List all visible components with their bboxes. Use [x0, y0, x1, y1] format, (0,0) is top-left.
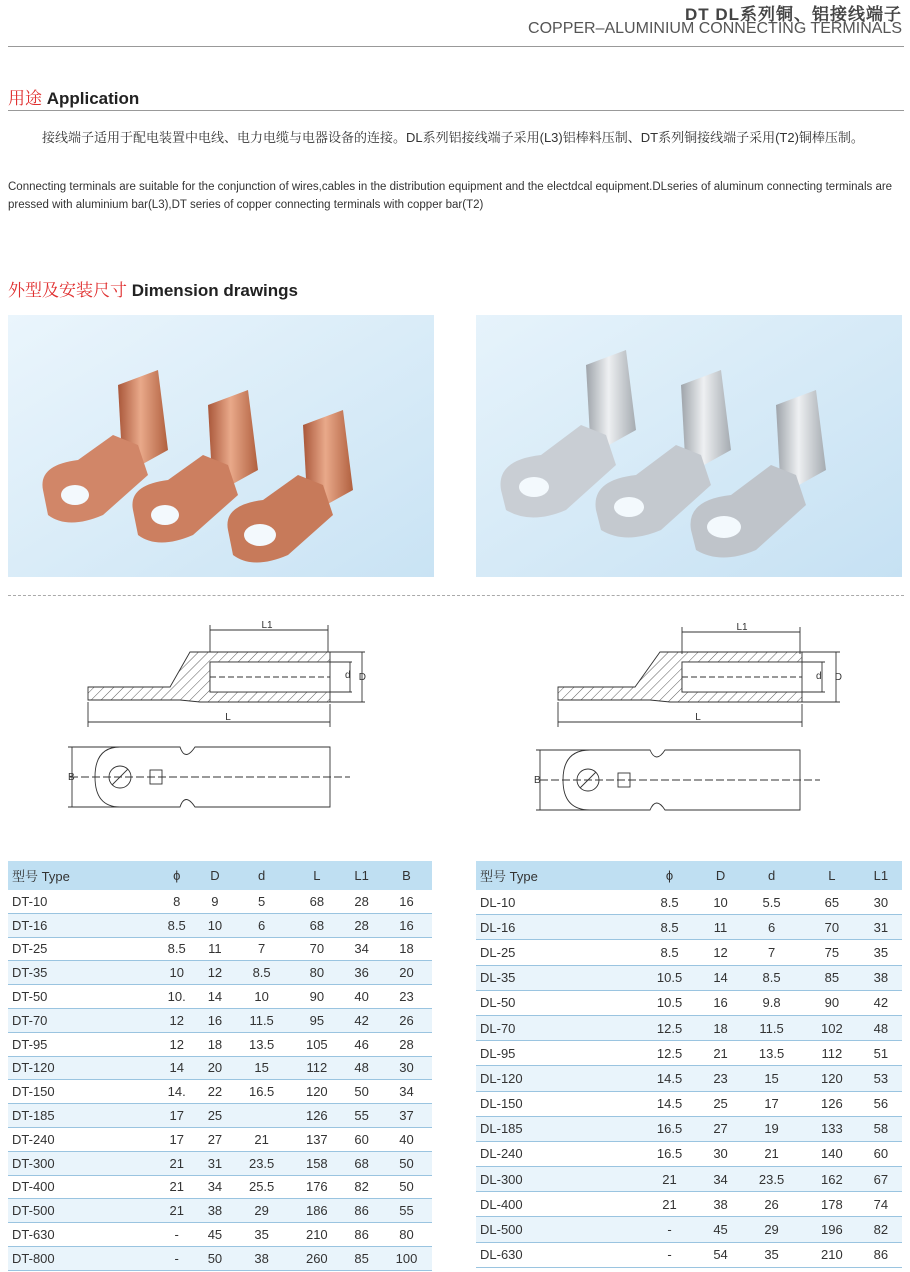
copper-terminals-photo	[8, 315, 434, 577]
dt-table-cell: 48	[342, 1056, 381, 1080]
dl-table-cell: 27	[702, 1116, 739, 1141]
dt-table-cell: 50	[342, 1080, 381, 1104]
dl-table-cell: 21	[637, 1167, 702, 1192]
dl-table-header-row	[476, 861, 902, 890]
dt-table-cell: 22	[198, 1080, 232, 1104]
dl-table-cell: DL-185	[476, 1116, 637, 1141]
dl-table-cell: 178	[804, 1192, 860, 1217]
dt-table-cell: 16	[198, 1008, 232, 1032]
dl-table-cell: DL-300	[476, 1167, 637, 1192]
dl-table-cell: 16.5	[637, 1141, 702, 1166]
dt-table-cell: 86	[342, 1199, 381, 1223]
dt-table-header-row	[8, 861, 432, 890]
dl-table-cell: 126	[804, 1091, 860, 1116]
dl-table-cell: 54	[702, 1242, 739, 1267]
dimension-heading	[8, 276, 298, 301]
dl-table-cell: 19	[739, 1116, 804, 1141]
dl-table-cell: 9.8	[739, 990, 804, 1015]
dl-dimension-drawing	[530, 612, 850, 822]
dl-table-cell: 26	[739, 1192, 804, 1217]
dl-header-cell: d	[739, 861, 804, 890]
dt-table-cell: DT-25	[8, 937, 155, 961]
dl-table-cell: 34	[702, 1167, 739, 1192]
dl-table-row	[476, 1015, 902, 1040]
dt-table-row	[8, 1032, 432, 1056]
dt-table-cell: 126	[291, 1104, 342, 1128]
dt-header-cell: L	[291, 861, 342, 890]
dt-table-cell: DT-240	[8, 1127, 155, 1151]
dl-table-cell: 56	[860, 1091, 902, 1116]
dt-table-cell: 38	[232, 1246, 291, 1270]
dt-header-cell: L1	[342, 861, 381, 890]
dl-table-cell: 67	[860, 1167, 902, 1192]
dl-table-cell: 38	[702, 1192, 739, 1217]
dt-table-row	[8, 1008, 432, 1032]
dt-table-cell: DT-300	[8, 1151, 155, 1175]
dt-table-cell: 68	[291, 913, 342, 937]
dl-table-cell: 18	[702, 1015, 739, 1040]
dl-table-cell: 30	[860, 890, 902, 915]
dl-label-d: d	[816, 671, 822, 682]
dt-table-cell: 68	[291, 890, 342, 913]
dt-label-d: d	[345, 670, 351, 681]
dt-table-cell: 8.5	[232, 961, 291, 985]
dt-table-cell: DT-630	[8, 1223, 155, 1247]
dt-table-cell: 30	[381, 1056, 432, 1080]
dt-table-cell: 21	[232, 1127, 291, 1151]
dt-table-cell: 95	[291, 1008, 342, 1032]
dt-table-cell: 23	[381, 985, 432, 1009]
dl-label-D: D	[834, 672, 842, 683]
dl-table-row	[476, 1217, 902, 1242]
dl-table-cell: 13.5	[739, 1041, 804, 1066]
dl-table-cell: 60	[860, 1141, 902, 1166]
dl-label-L: L	[695, 712, 701, 723]
dl-table-cell: DL-150	[476, 1091, 637, 1116]
header-title-en: COPPER–ALUMINIUM CONNECTING TERMINALS	[528, 20, 902, 37]
dt-table-cell: 10	[155, 961, 197, 985]
dl-table-cell: 29	[739, 1217, 804, 1242]
dl-table-cell: 48	[860, 1015, 902, 1040]
dl-table-cell: 42	[860, 990, 902, 1015]
dimension-heading-en: Dimension drawings	[131, 281, 298, 300]
dl-table-row	[476, 1091, 902, 1116]
dt-table-cell: 21	[155, 1151, 197, 1175]
dt-table-cell: 8	[155, 890, 197, 913]
dl-table-row	[476, 965, 902, 990]
dl-table-cell: 16.5	[637, 1116, 702, 1141]
dt-label-D: D	[358, 672, 366, 683]
dt-table-cell: 10.	[155, 985, 197, 1009]
dl-table-cell: 45	[702, 1217, 739, 1242]
dt-table-cell: 25	[198, 1104, 232, 1128]
dt-table-cell: 28	[342, 890, 381, 913]
dt-table-cell: DT-10	[8, 890, 155, 913]
dt-table-cell: 210	[291, 1223, 342, 1247]
dl-table-cell: 140	[804, 1141, 860, 1166]
dl-table-cell: DL-35	[476, 965, 637, 990]
dl-table-cell: 14.5	[637, 1091, 702, 1116]
dt-table-cell: DT-120	[8, 1056, 155, 1080]
dt-table-cell: 80	[381, 1223, 432, 1247]
dt-table-cell: 80	[291, 961, 342, 985]
dt-table-cell: 12	[155, 1008, 197, 1032]
dt-table-cell: 105	[291, 1032, 342, 1056]
dl-table-cell: 15	[739, 1066, 804, 1091]
dt-table-cell: 60	[342, 1127, 381, 1151]
dl-table-cell: 17	[739, 1091, 804, 1116]
dt-table-cell: 18	[198, 1032, 232, 1056]
dt-table-row	[8, 1080, 432, 1104]
dt-label-l1: L1	[261, 620, 273, 631]
dt-table-row	[8, 961, 432, 985]
application-text-cn: 接线端子适用于配电装置中电线、电力电缆与电器设备的连接。DL系列铝接线端子采用(L3)铝棒料压制、DT系列铜接线端子采用(T2)铜棒压制。	[42, 130, 864, 145]
dt-table-cell: 17	[155, 1104, 197, 1128]
aluminium-terminals-photo	[476, 315, 902, 577]
application-heading-cn: 用途	[8, 89, 42, 108]
dl-table-cell: 51	[860, 1041, 902, 1066]
dt-header-cell: 型号 Type	[8, 861, 155, 890]
dl-table-cell: 8.5	[637, 915, 702, 940]
dl-table-cell: 8.5	[637, 890, 702, 915]
dl-table-cell: 10.5	[637, 990, 702, 1015]
dl-table-row	[476, 1167, 902, 1192]
dt-table-row	[8, 913, 432, 937]
dl-table-cell: DL-630	[476, 1242, 637, 1267]
dl-label-B: B	[534, 775, 541, 786]
dl-table-cell: 10	[702, 890, 739, 915]
dl-table-cell: 70	[804, 915, 860, 940]
dl-table-cell: 112	[804, 1041, 860, 1066]
dt-table-cell: -	[155, 1246, 197, 1270]
dt-table-row	[8, 985, 432, 1009]
dl-table-cell: 5.5	[739, 890, 804, 915]
dl-table-row	[476, 1242, 902, 1267]
header-divider	[8, 46, 904, 47]
dl-spec-table	[476, 861, 902, 1268]
dt-table-cell: 28	[342, 913, 381, 937]
dl-table-row	[476, 1041, 902, 1066]
dt-table-cell: DT-500	[8, 1199, 155, 1223]
dt-table-cell: 34	[342, 937, 381, 961]
dt-table-cell: 86	[342, 1223, 381, 1247]
dl-header-cell: L	[804, 861, 860, 890]
dt-table-cell: 16	[381, 913, 432, 937]
dl-table-cell: 102	[804, 1015, 860, 1040]
dt-table-cell: 40	[381, 1127, 432, 1151]
dl-table-cell: DL-400	[476, 1192, 637, 1217]
dt-table-cell: 50	[198, 1246, 232, 1270]
dt-header-cell: ϕ	[155, 861, 197, 890]
dl-table-body	[476, 890, 902, 1267]
dt-table-cell: 11	[198, 937, 232, 961]
dl-table-cell: 12.5	[637, 1015, 702, 1040]
dt-table-cell: 14	[155, 1056, 197, 1080]
dt-header-cell: d	[232, 861, 291, 890]
dt-table-cell: 8.5	[155, 937, 197, 961]
dt-table-cell: 31	[198, 1151, 232, 1175]
dl-table-row	[476, 990, 902, 1015]
dt-table-cell: 137	[291, 1127, 342, 1151]
dl-label-l1: L1	[736, 622, 748, 633]
dt-table-cell: DT-35	[8, 961, 155, 985]
dt-table-cell: 90	[291, 985, 342, 1009]
dl-table-cell: DL-16	[476, 915, 637, 940]
dl-table-cell: 7	[739, 940, 804, 965]
dt-table-cell: 20	[381, 961, 432, 985]
dt-table-cell: 35	[232, 1223, 291, 1247]
dl-table-row	[476, 915, 902, 940]
dl-table-cell: DL-500	[476, 1217, 637, 1242]
dl-table-cell: 82	[860, 1217, 902, 1242]
dt-table-cell: 7	[232, 937, 291, 961]
application-heading-en: Application	[46, 89, 140, 108]
dt-table-cell: 42	[342, 1008, 381, 1032]
dt-table-cell: 10	[232, 985, 291, 1009]
dt-table-cell: 40	[342, 985, 381, 1009]
dt-header-cell: D	[198, 861, 232, 890]
dt-table-cell: 26	[381, 1008, 432, 1032]
dl-table-cell: 210	[804, 1242, 860, 1267]
dl-header-cell: 型号 Type	[476, 861, 637, 890]
dt-table-cell: 21	[155, 1199, 197, 1223]
dt-table-cell: 37	[381, 1104, 432, 1128]
dl-table-cell: 21	[637, 1192, 702, 1217]
dt-table-row	[8, 1199, 432, 1223]
dl-table-cell: 21	[739, 1141, 804, 1166]
dl-table-cell: 58	[860, 1116, 902, 1141]
dt-table-cell: 68	[342, 1151, 381, 1175]
dl-table-cell: 23	[702, 1066, 739, 1091]
dt-table-cell: 55	[342, 1104, 381, 1128]
dl-table-cell: 65	[804, 890, 860, 915]
dt-table-row	[8, 890, 432, 913]
dl-table-cell: 35	[860, 940, 902, 965]
application-text-en: Connecting terminals are suitable for the conjunction of wires,cables in the distribution equipment and the electdcal equipment.DLseries of aluminum connecting terminals are pressed with aluminium bar(L3),DT series of copper connecting terminals with copper bar(T2)	[8, 181, 893, 211]
dt-table-cell: 16.5	[232, 1080, 291, 1104]
dt-table-cell: 120	[291, 1080, 342, 1104]
dt-table-cell: 5	[232, 890, 291, 913]
dl-header-cell: D	[702, 861, 739, 890]
dl-table-row	[476, 890, 902, 915]
dl-table-cell: DL-25	[476, 940, 637, 965]
dt-table-row	[8, 1104, 432, 1128]
dt-table-cell: 38	[198, 1199, 232, 1223]
dl-table-cell: 196	[804, 1217, 860, 1242]
dt-table-cell: 21	[155, 1175, 197, 1199]
dt-table-cell: 25.5	[232, 1175, 291, 1199]
dl-table-cell: 38	[860, 965, 902, 990]
dt-table-row	[8, 1175, 432, 1199]
dt-table-cell: 186	[291, 1199, 342, 1223]
dt-table-cell: 260	[291, 1246, 342, 1270]
dl-table-cell: 85	[804, 965, 860, 990]
dl-table-cell: -	[637, 1217, 702, 1242]
dl-table-row	[476, 1192, 902, 1217]
dl-header-cell: L1	[860, 861, 902, 890]
dt-table-cell: 14	[198, 985, 232, 1009]
dl-table-cell: 31	[860, 915, 902, 940]
dt-table-cell: DT-400	[8, 1175, 155, 1199]
dl-table-cell: 8.5	[637, 940, 702, 965]
dt-table-cell: 55	[381, 1199, 432, 1223]
application-divider	[8, 110, 904, 111]
dt-table-cell: 11.5	[232, 1008, 291, 1032]
dt-table-cell	[232, 1104, 291, 1128]
dl-table-cell: 11.5	[739, 1015, 804, 1040]
dl-table-cell: 90	[804, 990, 860, 1015]
dt-table-cell: 28	[381, 1032, 432, 1056]
dl-table-cell: 16	[702, 990, 739, 1015]
dl-table-cell: 162	[804, 1167, 860, 1192]
dt-label-L: L	[225, 712, 231, 723]
dl-table-cell: DL-240	[476, 1141, 637, 1166]
dt-dimension-drawing	[60, 612, 370, 822]
dt-table-cell: 70	[291, 937, 342, 961]
dt-table-cell: 45	[198, 1223, 232, 1247]
dt-table-row	[8, 1151, 432, 1175]
dt-table-cell: 29	[232, 1199, 291, 1223]
dt-table-cell: DT-185	[8, 1104, 155, 1128]
dt-table-cell: -	[155, 1223, 197, 1247]
application-heading	[8, 84, 139, 109]
dl-table-cell: DL-95	[476, 1041, 637, 1066]
dt-table-cell: 12	[198, 961, 232, 985]
dt-table-cell: DT-800	[8, 1246, 155, 1270]
dt-table-row	[8, 1056, 432, 1080]
dt-table-cell: 17	[155, 1127, 197, 1151]
dt-table-cell: 158	[291, 1151, 342, 1175]
dl-table-cell: 74	[860, 1192, 902, 1217]
dl-table-cell: DL-10	[476, 890, 637, 915]
dl-table-row	[476, 1066, 902, 1091]
dt-table-cell: 10	[198, 913, 232, 937]
dl-table-cell: 12	[702, 940, 739, 965]
dt-table-cell: 8.5	[155, 913, 197, 937]
drawing-divider	[8, 595, 904, 597]
dl-table-cell: -	[637, 1242, 702, 1267]
dl-table-row	[476, 1116, 902, 1141]
dl-table-cell: 53	[860, 1066, 902, 1091]
dt-table-cell: 12	[155, 1032, 197, 1056]
dt-header-cell: B	[381, 861, 432, 890]
dt-table-cell: DT-150	[8, 1080, 155, 1104]
dt-table-row	[8, 1246, 432, 1270]
dl-table-cell: 14	[702, 965, 739, 990]
dl-table-cell: 12.5	[637, 1041, 702, 1066]
dl-table-cell: 120	[804, 1066, 860, 1091]
dt-table-cell: 50	[381, 1151, 432, 1175]
dt-table-cell: DT-95	[8, 1032, 155, 1056]
dt-table-cell: 100	[381, 1246, 432, 1270]
dt-table-cell: 20	[198, 1056, 232, 1080]
dt-table-cell: 82	[342, 1175, 381, 1199]
dt-table-cell: 46	[342, 1032, 381, 1056]
dl-table-cell: 6	[739, 915, 804, 940]
dl-table-cell: 86	[860, 1242, 902, 1267]
dt-table-cell: 15	[232, 1056, 291, 1080]
dl-table-cell: 23.5	[739, 1167, 804, 1192]
dt-table-cell: 34	[381, 1080, 432, 1104]
dl-table-cell: 75	[804, 940, 860, 965]
dt-table-cell: 85	[342, 1246, 381, 1270]
dt-table-cell: 36	[342, 961, 381, 985]
dl-table-row	[476, 940, 902, 965]
dl-table-cell: DL-120	[476, 1066, 637, 1091]
dt-table-cell: 16	[381, 890, 432, 913]
dl-table-cell: 21	[702, 1041, 739, 1066]
dimension-heading-cn: 外型及安装尺寸	[8, 281, 127, 300]
dt-table-cell: 112	[291, 1056, 342, 1080]
dl-table-cell: 11	[702, 915, 739, 940]
dt-table-cell: 27	[198, 1127, 232, 1151]
dl-table-cell: 133	[804, 1116, 860, 1141]
dt-table-row	[8, 1223, 432, 1247]
dl-table-cell: 14.5	[637, 1066, 702, 1091]
dt-table-cell: 6	[232, 913, 291, 937]
dl-table-cell: 30	[702, 1141, 739, 1166]
dt-table-row	[8, 937, 432, 961]
dt-spec-table	[8, 861, 432, 1271]
dl-table-cell: 8.5	[739, 965, 804, 990]
dt-table-cell: DT-16	[8, 913, 155, 937]
header-title-cn: DT DL系列铜、铝接线端子	[684, 5, 902, 24]
dt-label-B: B	[68, 772, 75, 783]
dl-table-row	[476, 1141, 902, 1166]
dl-table-cell: 35	[739, 1242, 804, 1267]
dt-table-cell: 9	[198, 890, 232, 913]
dl-table-cell: DL-70	[476, 1015, 637, 1040]
dt-table-cell: 14.	[155, 1080, 197, 1104]
dt-table-cell: 23.5	[232, 1151, 291, 1175]
dt-table-cell: 50	[381, 1175, 432, 1199]
dt-table-cell: DT-50	[8, 985, 155, 1009]
dt-table-cell: 34	[198, 1175, 232, 1199]
dl-table-cell: 25	[702, 1091, 739, 1116]
dl-table-cell: 10.5	[637, 965, 702, 990]
dl-table-cell: DL-50	[476, 990, 637, 1015]
dt-table-cell: 18	[381, 937, 432, 961]
dt-table-cell: DT-70	[8, 1008, 155, 1032]
dt-table-cell: 176	[291, 1175, 342, 1199]
dt-table-cell: 13.5	[232, 1032, 291, 1056]
dt-table-body	[8, 890, 432, 1270]
dl-header-cell: ϕ	[637, 861, 702, 890]
dt-table-row	[8, 1127, 432, 1151]
